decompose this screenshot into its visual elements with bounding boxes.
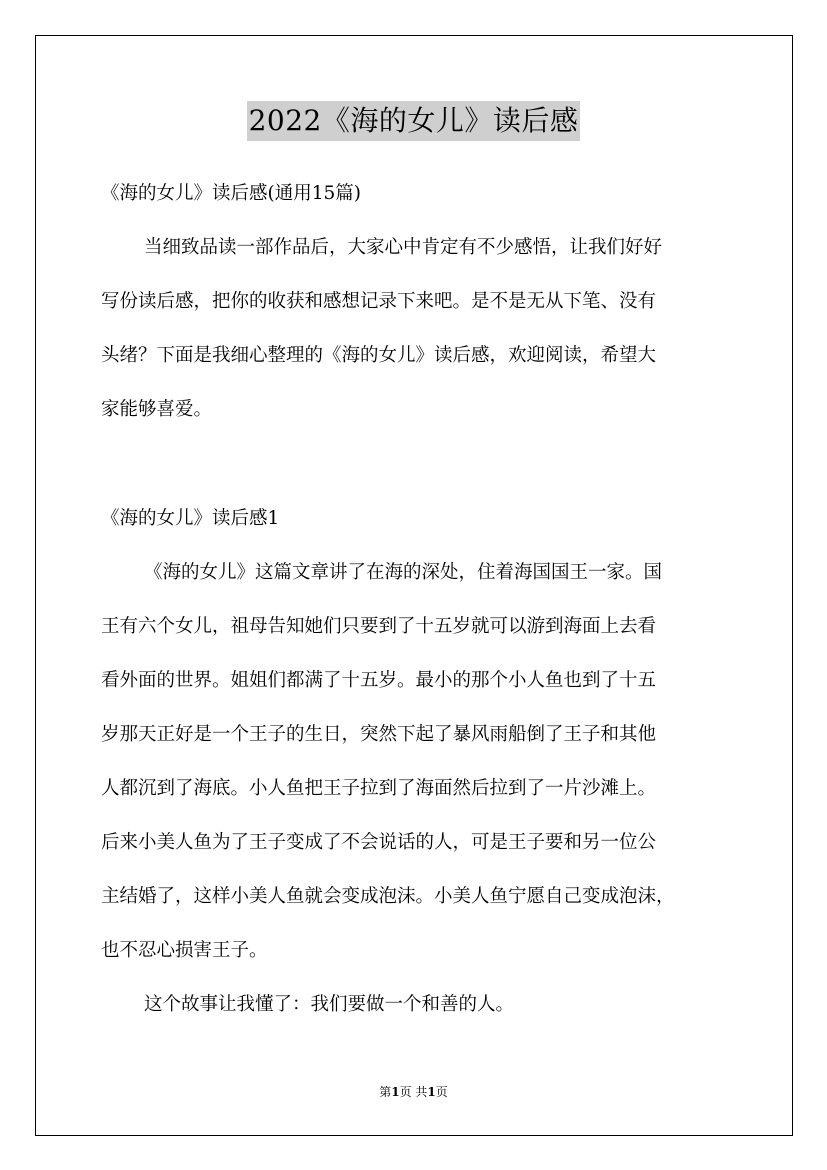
intro-line: 写份读后感，把你的收获和感想记录下来吧。是不是无从下笔、没有	[101, 291, 657, 312]
footer-mid: 页 共	[399, 1085, 428, 1099]
footer-suffix: 页	[435, 1085, 448, 1099]
intro-line: 当细致品读一部作品后，大家心中肯定有不少感悟，让我们好好	[144, 237, 663, 258]
title-container	[0, 101, 827, 141]
body-line: 《海的女儿》这篇文章讲了在海的深处，住着海国国王一家。国	[144, 562, 663, 583]
body-line: 人都沉到了海底。小人鱼把王子拉到了海面然后拉到了一片沙滩上。	[101, 778, 657, 799]
body-line: 岁那天正好是一个王子的生日，突然下起了暴风雨船倒了王子和其他	[101, 724, 657, 745]
body-line: 后来小美人鱼为了王子变成了不会说话的人，可是王子要和另一位公	[101, 832, 657, 853]
page-footer	[0, 1084, 827, 1100]
footer-prefix: 第	[379, 1085, 392, 1099]
body-line: 看外面的世界。姐姐们都满了十五岁。最小的那个小人鱼也到了十五	[101, 670, 657, 691]
intro-line: 头绪？下面是我细心整理的《海的女儿》读后感，欢迎阅读，希望大	[101, 345, 657, 366]
document-title: 2022《海的女儿》读后感	[247, 101, 581, 141]
page-total: 1	[427, 1085, 436, 1099]
page-number: 1	[391, 1085, 400, 1099]
body-line: 也不忍心损害王子。	[101, 940, 268, 961]
body-line: 王有六个女儿，祖母告知她们只要到了十五岁就可以游到海面上去看	[101, 616, 657, 637]
document-subtitle: 《海的女儿》读后感(通用15篇)	[101, 183, 361, 204]
intro-line: 家能够喜爱。	[101, 399, 213, 420]
section-heading: 《海的女儿》读后感1	[101, 508, 280, 529]
conclusion-line: 这个故事让我懂了：我们要做一个和善的人。	[144, 994, 515, 1015]
body-line: 主结婚了，这样小美人鱼就会变成泡沫。小美人鱼宁愿自己变成泡沫，	[101, 886, 675, 907]
